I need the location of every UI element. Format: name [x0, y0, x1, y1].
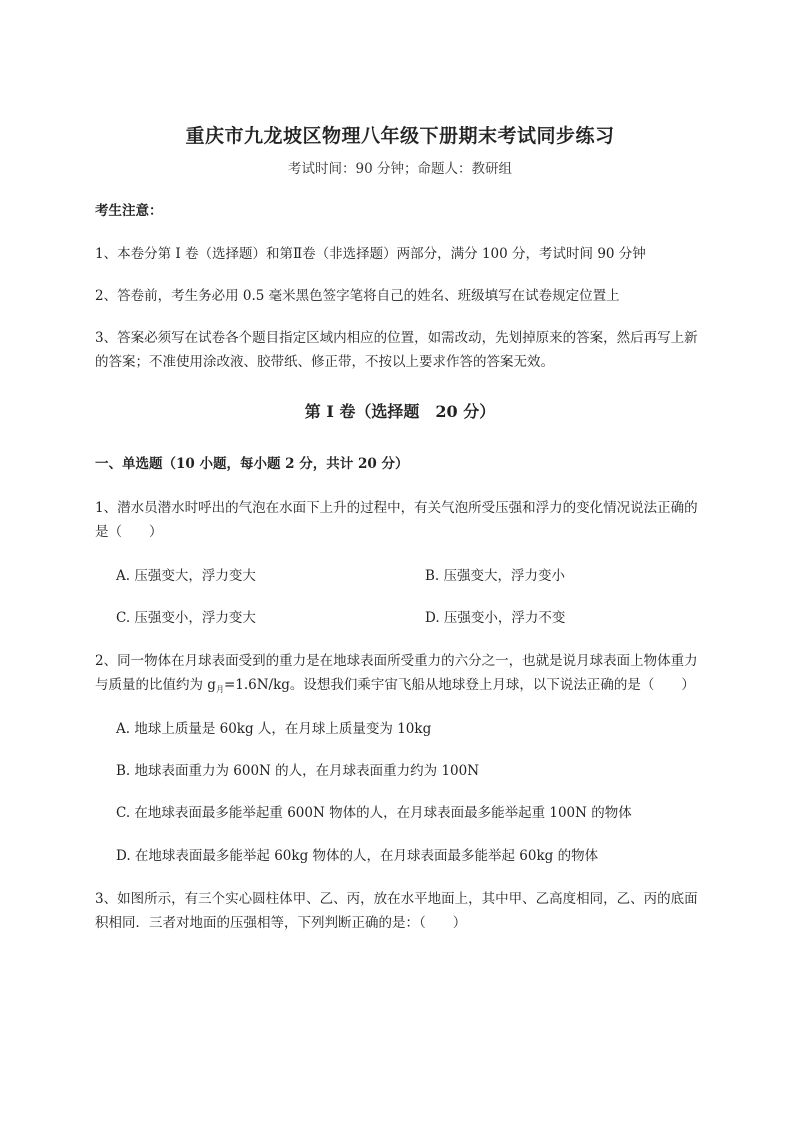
- question-1-option-c: C. 压强变小，浮力变大: [116, 610, 256, 626]
- part-heading: 一、单选题（10 小题，每小题 2 分，共计 20 分）: [95, 456, 409, 472]
- notice-item-2: 2、答卷前，考生务必用 0.5 毫米黑色签字笔将自己的姓名、班级填写在试卷规定位置上: [95, 288, 620, 304]
- question-2-option-b: B. 地球表面重力为 600N 的人，在月球表面重力约为 100N: [116, 763, 480, 779]
- notice-item-1: 1、本卷分第 I 卷（选择题）和第Ⅱ卷（非选择题）两部分，满分 100 分，考试时间 90 分钟: [95, 246, 646, 262]
- question-3-stem-cont: 积相同．三者对地面的压强相等，下列判断正确的是：（ ）: [95, 915, 467, 931]
- question-2-option-a: A. 地球上质量是 60kg 人，在月球上质量变为 10kg: [116, 721, 432, 737]
- question-1-option-b: B. 压强变大，浮力变小: [425, 568, 566, 584]
- moon-subscript: 月: [215, 685, 224, 694]
- question-1-option-d: D. 压强变小，浮力不变: [425, 610, 566, 626]
- question-3-stem: 3、如图所示，有三个实心圆柱体甲、乙、丙，放在水平地面上，其中甲、乙高度相同，乙、丙的底面: [95, 891, 698, 907]
- section-title: 第 I 卷（选择题 20 分）: [304, 402, 496, 421]
- question-2-stem-cont: [95, 676, 695, 699]
- notice-heading: 考生注意：: [95, 203, 163, 219]
- question-2-stem: 2、同一物体在月球表面受到的重力是在地球表面所受重力的六分之一，也就是说月球表面上物体重力: [95, 653, 698, 669]
- notice-item-3-cont: 的答案；不准使用涂改液、胶带纸、修正带，不按以上要求作答的答案无效。: [95, 354, 554, 370]
- question-1-stem-cont: 是（ ）: [95, 524, 163, 540]
- question-2-option-d: D. 在地球表面最多能举起 60kg 物体的人，在月球表面最多能举起 60kg 的物体: [116, 848, 599, 864]
- exam-info: 考试时间：90 分钟；命题人：教研组: [288, 161, 512, 177]
- notice-item-3: 3、答案必须写在试卷各个题目指定区域内相应的位置，如需改动，先划掉原来的答案，然后再写上新: [95, 330, 698, 346]
- question-1-stem: 1、潜水员潜水时呼出的气泡在水面下上升的过程中，有关气泡所受压强和浮力的变化情况说法正确的: [95, 500, 698, 516]
- page-title: 重庆市九龙坡区物理八年级下册期末考试同步练习: [185, 125, 615, 147]
- question-1-option-a: A. 压强变大，浮力变大: [116, 568, 256, 584]
- question-2-option-c: C. 在地球表面最多能举起重 600N 物体的人，在月球表面最多能举起重 100N 的物体: [116, 805, 632, 821]
- question-2-stem-post: =1.6N/kg。设想我们乘宇宙飞船从地球登上月球，以下说法正确的是（ ）: [223, 677, 695, 693]
- question-2-stem-pre: 与质量的比值约为 g: [95, 677, 216, 693]
